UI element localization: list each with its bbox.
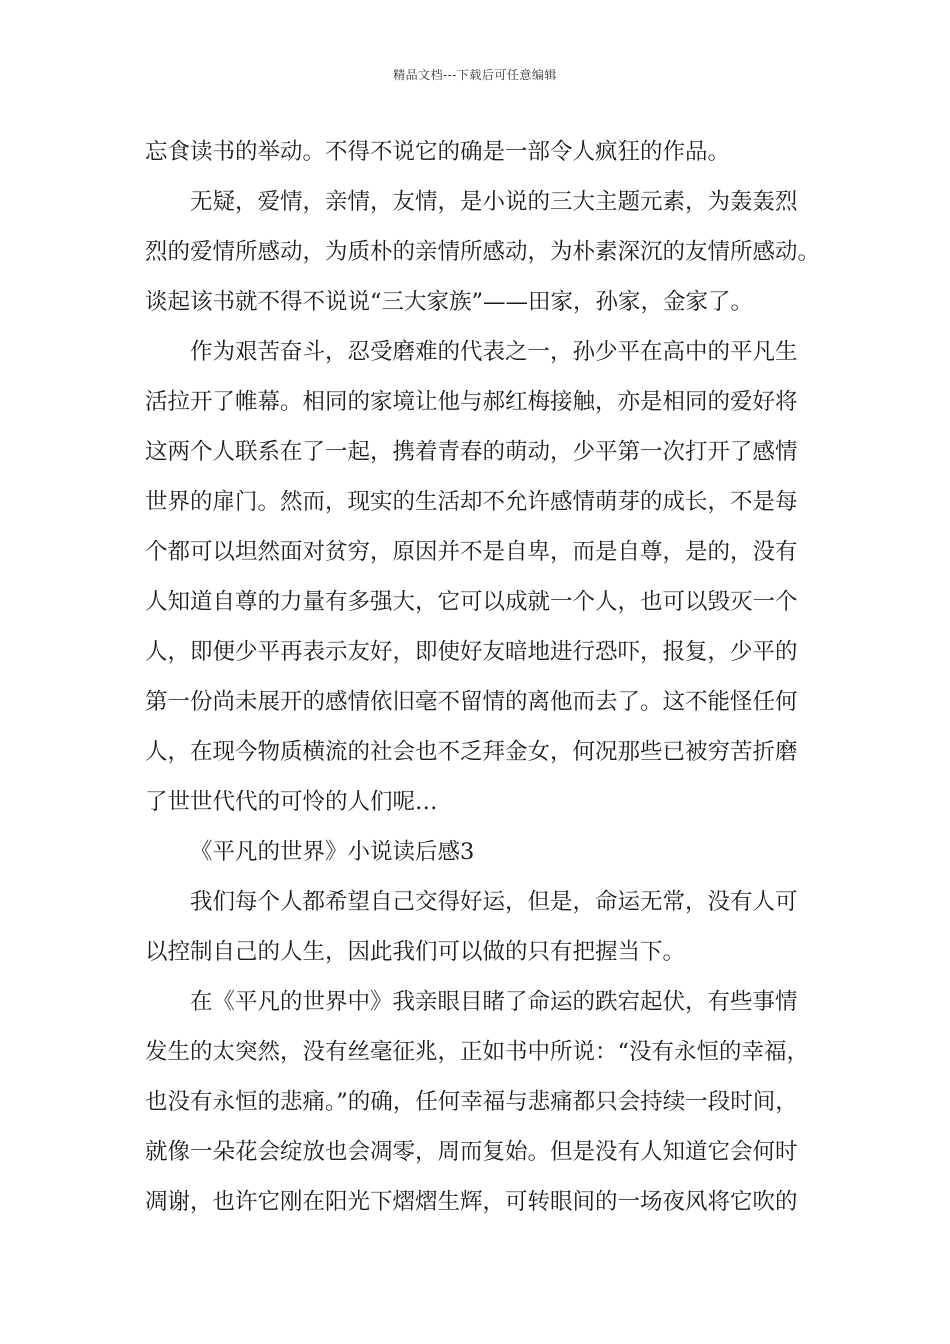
text-line: 烈的爱情所感动，为质朴的亲情所感动，为朴素深沉的友情所感动。 bbox=[145, 239, 821, 265]
text-line: 谈起该书就不得不说说“三大家族”——田家，孙家，金家了。 bbox=[145, 289, 754, 315]
text-line: 个都可以坦然面对贫穷，原因并不是自卑，而是自尊，是的，没有 bbox=[145, 539, 798, 565]
text-line: 人，在现今物质横流的社会也不乏拜金女，何况那些已被穷苦折磨 bbox=[145, 739, 798, 765]
section-heading: 《平凡的世界》小说读后感3 bbox=[190, 839, 475, 865]
text-line: 忘食读书的举动。不得不说它的确是一部令人疯狂的作品。 bbox=[145, 139, 731, 165]
text-line: 发生的太突然，没有丝毫征兆，正如书中所说：“没有永恒的幸福， bbox=[145, 1039, 810, 1065]
text-line: 人知道自尊的力量有多强大，它可以成就一个人，也可以毁灭一个 bbox=[145, 589, 798, 615]
text-line: 这两个人联系在了一起，携着青春的萌动，少平第一次打开了感情 bbox=[145, 439, 798, 465]
text-line: 也没有永恒的悲痛。”的确，任何幸福与悲痛都只会持续一段时间， bbox=[145, 1089, 798, 1115]
text-line: 人，即便少平再表示友好，即使好友暗地进行恐吓，报复，少平的 bbox=[145, 639, 798, 665]
text-line: 在《平凡的世界中》我亲眼目睹了命运的跌宕起伏，有些事情 bbox=[190, 989, 798, 1015]
text-line: 无疑，爱情，亲情，友情，是小说的三大主题元素，为轰轰烈 bbox=[190, 189, 798, 215]
text-line: 我们每个人都希望自己交得好运，但是，命运无常，没有人可 bbox=[190, 889, 798, 915]
text-line: 了世世代代的可怜的人们呢… bbox=[145, 789, 438, 815]
text-line: 世界的扉门。然而，现实的生活却不允许感情萌芽的成长，不是每 bbox=[145, 489, 798, 515]
text-line: 凋谢，也许它刚在阳光下熠熠生辉，可转眼间的一场夜风将它吹的 bbox=[145, 1189, 798, 1215]
text-line: 第一份尚未展开的感情依旧毫不留情的离他而去了。这不能怪任何 bbox=[145, 689, 798, 715]
document-body bbox=[145, 127, 820, 1227]
page-header: 精品文档---下载后可任意编辑 bbox=[393, 68, 557, 82]
text-line: 就像一朵花会绽放也会凋零，周而复始。但是没有人知道它会何时 bbox=[145, 1139, 798, 1165]
text-line: 以控制自己的人生，因此我们可以做的只有把握当下。 bbox=[145, 939, 686, 965]
text-line: 活拉开了帷幕。相同的家境让他与郝红梅接触，亦是相同的爱好将 bbox=[145, 389, 798, 415]
text-line: 作为艰苦奋斗，忍受磨难的代表之一，孙少平在高中的平凡生 bbox=[190, 339, 798, 365]
